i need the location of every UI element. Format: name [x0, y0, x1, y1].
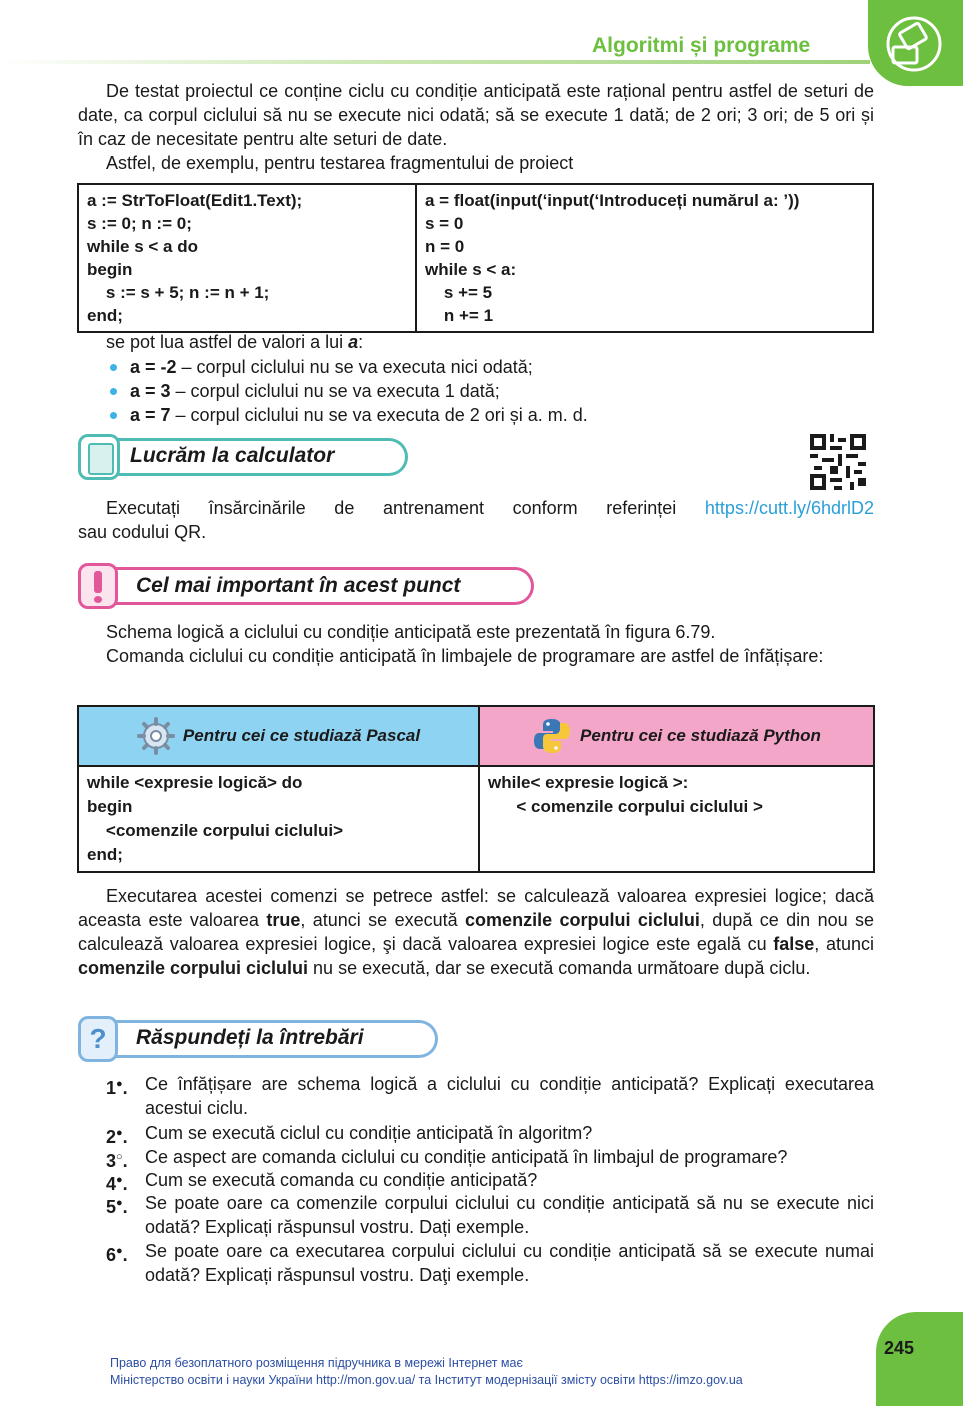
python-header-label: Pentru cei ce studiază Python: [580, 726, 821, 745]
execution-paragraph: Executarea acestei comenzi se petrece astfel: se calculează valoarea expresiei logice; dacă aceasta este valoarea true, atunci se execută comenzile corpului ciclului, după ce din nou se calculează valoarea expresiei logice, şi dacă valoarea expresiei logice este egală cu false, atunci comenzile corpului ciclului nu se execută, dar se execută comanda următoare după ciclu.: [78, 886, 875, 978]
questions-section-title: Răspundeți la întrebări: [136, 1026, 364, 1049]
intro-paragraph-2: Astfel, de exemplu, pentru testarea fragmentului de proiect: [106, 153, 574, 173]
footer-line: Міністерство освіти і науки України http://mon.gov.ua/ та Інститут модернізації змісту освіти https://imzo.gov.ua: [110, 1373, 743, 1387]
code-line: n += 1: [425, 306, 494, 325]
code-line: begin: [87, 260, 133, 279]
question-item: 5●. Se poate oare ca comenzile corpului ciclului cu condiție anticipată să nu se execute nici odată? Explicați răspunsul vostru. Dați exemple.: [106, 1193, 874, 1237]
code-line: s := s + 5; n := n + 1;: [87, 283, 270, 302]
pascal-syntax-cell: [78, 766, 479, 872]
qr-code-icon[interactable]: [810, 434, 866, 490]
pascal-code-cell: [78, 184, 416, 332]
code-line: while <expresie logică> do: [87, 773, 303, 792]
footer-line: Право для безоплатного розміщення підручника в мережі Інтернет має: [110, 1356, 523, 1370]
values-intro: se pot lua astfel de valori a lui a:: [106, 332, 364, 352]
question-item: 4●. Cum se execută comanda cu condiție anticipată?: [106, 1170, 538, 1194]
python-header-cell: [479, 706, 874, 766]
important-paragraph: Schema logică a ciclului cu condiție anticipată este prezentată în figura 6.79.: [106, 622, 716, 642]
question-mark-icon: ?: [78, 1016, 118, 1062]
code-line: while s < a:: [425, 260, 517, 279]
pascal-header-label: Pentru cei ce studiază Pascal: [182, 726, 421, 745]
important-section-title: Cel mai important în acest punct: [136, 574, 461, 597]
pascal-header-cell: [78, 706, 479, 766]
code-line: while s < a do: [87, 237, 199, 256]
page-number-tab: [876, 1312, 963, 1406]
question-item: 2●. Cum se execută ciclul cu condiție anticipată în algoritm?: [106, 1123, 593, 1147]
list-item: a = -2 – corpul ciclului nu se va executa nici odată;: [106, 355, 876, 379]
header-rule: [0, 60, 870, 64]
chapter-title: Algoritmi și programe: [592, 34, 811, 57]
important-paragraph-2: Comanda ciclului cu condiție anticipată în limbajele de programare are astfel de înfățișare:: [106, 646, 824, 666]
page-number: 245: [884, 1338, 915, 1358]
code-line: a := StrToFloat(Edit1.Text);: [87, 191, 303, 210]
code-line: s = 0: [425, 214, 464, 233]
computer-section-title: Lucrăm la calculator: [130, 444, 335, 467]
code-line: n = 0: [425, 237, 465, 256]
code-line: <comenzile corpului ciclului>: [87, 821, 344, 840]
syntax-table: [77, 705, 875, 873]
code-line: end;: [87, 306, 123, 325]
list-item: a = 7 – corpul ciclului nu se va executa de 2 ori și a. m. d.: [106, 403, 876, 427]
pascal-gear-icon: [137, 717, 175, 755]
computer-section-text-2: sau codului QR.: [78, 522, 207, 542]
code-line: < comenzile corpului ciclului >: [488, 797, 763, 816]
laptop-badge-icon: [884, 14, 944, 74]
python-code-cell: [416, 184, 873, 332]
tablet-icon: [78, 434, 120, 480]
values-list: [106, 355, 876, 427]
code-line: s := 0; n := 0;: [87, 214, 192, 233]
list-item: a = 3 – corpul ciclului nu se va executa 1 dată;: [106, 379, 876, 403]
code-line: end;: [87, 845, 123, 864]
code-line: a = float(input(‘input(‘Introduceți numărul a: ’)): [425, 191, 800, 210]
question-item: 1●. Ce înfățișare are schema logică a ciclului cu condiție anticipată? Explicați executarea acestui ciclu.: [106, 1074, 874, 1118]
python-logo-icon: [532, 716, 572, 756]
code-line: s += 5: [425, 283, 493, 302]
reference-link[interactable]: https://cutt.ly/6hdrlD2: [704, 498, 874, 518]
python-syntax-cell: [479, 766, 874, 872]
question-item: 6●. Se poate oare ca executarea corpului ciclului cu condiție anticipată să se execute numai odată? Explicați răspunsul vostru. Daţi exemple.: [106, 1241, 874, 1285]
code-example-table: [77, 183, 874, 333]
code-line: while< expresie logică >:: [488, 773, 689, 792]
exclamation-icon: [78, 563, 118, 609]
computer-section-text: Executați însărcinările de antrenament conform referinței https://cutt.ly/6hdrlD2: [106, 498, 874, 518]
intro-paragraph: De testat proiectul ce conține ciclu cu condiție anticipată este rațional pentru astfel de seturi de date, ca corpul ciclului să nu se execute nici odată; să se execute 1 dată; de 2 ori; 3 ori; de 5 ori și în caz de necesitate pentru alte seturi de date.: [78, 81, 874, 149]
question-item: 3○. Ce aspect are comanda ciclului cu condiție anticipată în limbajul de programare?: [106, 1147, 788, 1171]
code-line: begin: [87, 797, 133, 816]
